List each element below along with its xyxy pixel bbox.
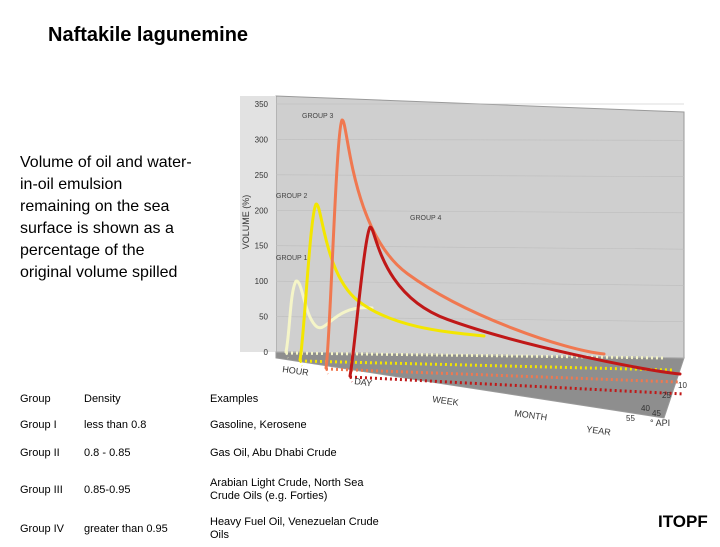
description-line: remaining on the sea (20, 198, 170, 215)
description-line: original volume spilled (20, 264, 178, 281)
depth-tick-label: 10 (678, 381, 687, 390)
examples-line: Heavy Fuel Oil, Venezuelan Crude (210, 516, 379, 528)
y-tick-label: 200 (254, 206, 268, 216)
time-tick-label: HOUR (281, 364, 310, 378)
group-cell: Group IV (20, 522, 65, 535)
description-line: Volume of oil and water- (20, 154, 192, 171)
examples-line: Gas Oil, Abu Dhabi Crude (210, 447, 337, 459)
oil-group-table (20, 386, 410, 547)
table-row (20, 412, 410, 438)
series-label: GROUP 4 (410, 215, 442, 222)
y-tick-label: 150 (254, 241, 268, 251)
column-header-examples: Examples (210, 392, 259, 405)
examples-cell (210, 438, 410, 469)
description-line: in-oil emulsion (20, 176, 123, 193)
time-tick-label: YEAR (585, 424, 612, 438)
group-cell: Group III (20, 483, 63, 496)
y-tick-label: 100 (254, 277, 268, 287)
slide-title: Naftakile lagunemine (48, 24, 249, 46)
depth-tick-label: 25 (662, 391, 671, 400)
density-cell: 0.85-0.95 (84, 483, 131, 496)
density-cell: 0.8 - 0.85 (84, 447, 131, 459)
depth-tick-label: 55 (626, 414, 635, 423)
description-line: percentage of the (20, 242, 145, 259)
y-tick-label: 250 (254, 170, 268, 180)
examples-cell (210, 469, 410, 511)
examples-line: Oils (210, 529, 229, 541)
y-tick-label: 50 (259, 312, 268, 322)
series-label: GROUP 2 (276, 193, 308, 200)
time-tick-label: MONTH (513, 408, 548, 423)
column-header-density: Density (84, 392, 121, 405)
y-tick-label: 0 (263, 348, 268, 357)
examples-cell (210, 412, 410, 438)
chart-back-wall (276, 96, 684, 358)
examples-line: Arabian Light Crude, North Sea (210, 477, 364, 489)
time-tick-label: DAY (353, 376, 373, 389)
density-cell: less than 0.8 (84, 418, 147, 431)
series-label: GROUP 1 (276, 255, 308, 262)
examples-line: Crude Oils (e.g. Forties) (210, 490, 328, 502)
examples-cell (210, 511, 410, 547)
y-tick-label: 300 (254, 135, 268, 145)
column-header-group: Group (20, 392, 51, 405)
examples-line: Gasoline, Kerosene (210, 418, 307, 431)
brand-logo-text: ITOPF (658, 512, 708, 531)
table-header-row (20, 386, 410, 412)
series-label: GROUP 3 (302, 113, 334, 120)
time-tick-label: WEEK (431, 394, 460, 408)
description-line: surface is shown as a (20, 220, 174, 237)
table-row (20, 511, 410, 547)
y-tick-label: 350 (254, 100, 268, 109)
depth-axis-label: ° API (650, 418, 671, 428)
depth-tick-label: 40 (641, 404, 650, 413)
table-row (20, 469, 410, 511)
table-row (20, 438, 410, 469)
y-axis-label: VOLUME (%) (241, 194, 251, 250)
density-cell: greater than 0.95 (84, 522, 168, 535)
depth-tick-label: 45 (652, 409, 661, 418)
group-cell: Group II (20, 447, 60, 459)
group-cell: Group I (20, 418, 57, 431)
